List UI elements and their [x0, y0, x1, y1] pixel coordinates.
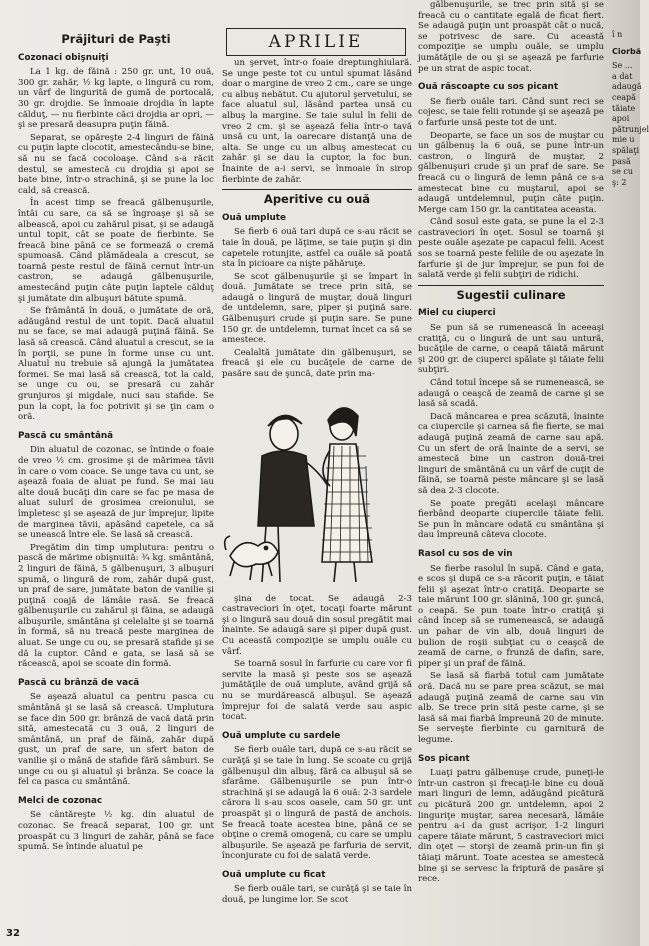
recipe-paragraph: Se poate pregăti acelaşi mâncare fierbând deoparte ciupercile tăiate felii. Se pun în mâncare odată cu smântâna şi dau împreună câteva clocote. [418, 498, 604, 541]
recipe-paragraph: Se pun să se rumenească în aceeaşi cratiţă, cu o lingură de unt sau untură, bucăţile de carne, o ceapă tăiată mărunt şi 200 gr. de ciuperci spălate şi tăiate felii subţiri. [418, 323, 604, 376]
recipe-paragraph: Cealaltă jumătate din gălbenuşuri, se freacă şi ele cu bucăţele de carne de pasăre sau de şuncă, date prin ma- [222, 347, 412, 380]
col2-recipes-top [222, 213, 412, 380]
recipe-title-fragment: Ciorbă [612, 46, 642, 56]
text-fragment: ş: 2 [612, 177, 627, 187]
recipe-paragraph: Luaţi patru gălbenuşe crude, puneţi-le într-un castron şi frecaţi-le bine cu două mari linguri de lemn, adăugând picătură cu picătură 200 gr. untdelemn, apoi 2 linguriţe muştar, sarea necesară, lămâie pentru a-i da gust acrişor, 1-2 linguri capere tăiate mărunt, 5 castraveciori mici din oţet — storşi de zeamă prin-un fin şi tăiaţi mărunt. Toate acestea se amestecă bine şi se servesc la friptură de pasăre şi rece. [418, 768, 604, 885]
recipe-paragraph: Se fierb 6 ouă tari după ce s-au răcit se taie în două, pe lăţime, se taie puţin şi din capetele rotunjite, astfel ca ouăle să poată sta în picioare ca nişte păhăruţe. [222, 227, 412, 270]
recipe-paragraph: Se cântăreşte ½ kg. din aluatul de cozonac. Se freacă separat, 100 gr. unt proaspăt cu 3 linguri de zahăr, până se face spumă. Se întinde aluatul pe [18, 810, 214, 853]
text-fragment: mie u [612, 135, 635, 145]
recipe-paragraph: şina de tocat. Se adaugă 2-3 castraveciori în oţet, tocaţi foarte mărunt şi o lingură sau două din sosul pregătit mai înainte. Se adaugă sare şi piper după gust. Cu această compoziţie se umplu ouăle cu vârf. [222, 593, 412, 657]
couple-illustration [222, 386, 412, 588]
recipe-paragraph: Când sosul este gata, se pune la el 2-3 castraveciori în oţet. Sosul se toarnă şi peste ouăle aşezate pe capacul felii. Acest sos se toarnă peste feliile de ou aşezate în farfurie şi de jur împrejur, se pun foi de salată verde şi felii subţiri de ridichi. [418, 217, 604, 281]
text-fragment: adaugă [612, 82, 642, 92]
recipe-paragraph: În acest timp se freacă gălbenuşurile, întâi cu sare, ca să se îngroaşe şi să se albească, apoi cu zahărul pisat, şi se adaugă untul topit, cât se poate de fierbinte. Se freacă bine până ce se formează o cremă spumoasă. Când plămădeala a crescut, se toarnă peste restul de făină cernut într-un castron, se adaugă gălbenuşurile, amestecând puţin câte puţin laptele călduţ şi jumătate din albuşuri bătute spumă. [18, 198, 214, 304]
text-fragment: pasă [612, 156, 631, 166]
recipe-paragraph: Separat, se opăreşte 2-4 linguri de făină cu puţin lapte clocotit, amestecându-se bine, să nu se facă cocoloaşe. Când s-a răcit destul, se amestecă cu drojdia şi apoi se bate bine, într-o strachină, şi se pune la loc cald, să crească. [18, 132, 214, 196]
col2-continued-text [222, 58, 412, 185]
recipe-paragraph: Se scot gălbenuşurile şi se împart în două. Jumătate se trece prin sită, se adaugă o lingură de muştar, două linguri de untdelemn, sare, piper şi puţină sare. Gălbenuşuri crude şi puţin sare. Se pune 150 gr. de untdelemn, turnat încet ca să se amestece. [222, 271, 412, 346]
recipe-paragraph: Se toarnă sosul în farfurie cu care vor fi servite la masă şi peste sos se aşează jumătăţile de ouă umplute, având grijă să nu se murdărească albuşul. Se aşează împrejur foi de salată verde sau aspic tocat. [222, 659, 412, 723]
recipe-paragraph: Se fierb ouăle tari, după ce s-au răcit se curăţă şi se taie în lung. Se scoate cu grijă gălbenuşul din albuş, fără ca albuşul să se sfarâme. Gălbenuşurile se pun într-o strachină şi se adaugă la 6 ouă: 2-3 sardele cărora li s-au scos oasele, cam 50 gr. unt proaspăt şi o lingură de pastă de anchois. Se freacă toate acestea bine, până ce se obţine o cremă omogenă, cu care se umplu albuşurile. Se aşează pe farfuria de servit, înconjurate cu foi de salată verde. [222, 745, 412, 862]
section-title-culinary-suggestions: Sugestii culinare [456, 287, 566, 302]
column-3 [418, 0, 604, 940]
text-fragment: se cu [612, 167, 634, 177]
recipe-paragraph: Se fierbe rasolul în supă. Când e gata, e scos şi după ce s-a răcorit puţin, e tăiat felii şi aşezat într-o cratiţă. Deoparte se taie mărunt 100 gr. slănină, 100 gr. şuncă, o ceapă. Se pun toate într-o cratiţă şi când încep să se rumenească, se adaugă un pahar de vin alb, două linguri de bulion de roşii subţiat cu o ceaşcă de zeamă de carne, o frunză de dafin, sare, piper şi un praf de făină. [418, 563, 604, 669]
col1-recipes [18, 53, 214, 853]
recipe-title: Pască cu brânză de vacă [18, 677, 140, 688]
text-fragment: î n [612, 30, 623, 39]
col3-recipes-top [418, 0, 604, 281]
recipe-paragraph: Se lasă să fiarbă totul cam jumătate oră. Dacă nu se pare prea scăzut, se mai adaugă puţină zeamă de carne sau vin alb. Se trece prin sită peste carne, şi se lasă să mai fiarbă împreună 20 de minute. Se serveşte fierbinte cu garnitură de legume. [418, 671, 604, 745]
recipe-paragraph: Deoparte, se face un sos de muştar cu un gălbenuş la 6 ouă, se pune într-un castron, o lingură de muştar, 2 gălbenuşuri crude şi un praf de sare. Se freacă cu o lingură de lemn până ce s-a amestecat bine cu muştarul, apoi se adaugă untdelemnul, puţin câte puţin. Merge cam 150 gr. la cantitatea aceasta. [418, 130, 604, 215]
recipe-title: Ouă umplute cu ficat [222, 869, 326, 880]
text-fragment: apoi [612, 114, 630, 124]
text-fragment: ceapă [612, 92, 636, 102]
recipe-paragraph: Se fierb ouăle tari, se curăţă şi se taie în două, pe lungime lor. Se scot [222, 884, 412, 906]
recipe-title: Ouă umplute [222, 212, 286, 223]
recipe-paragraph: Când totul începe să se rumenească, se adaugă o ceaşcă de zeamă de carne şi se lasă să scadă. [418, 378, 604, 410]
text-fragment: pătrunjel [612, 124, 649, 134]
recipe-paragraph: Dacă mâncarea e prea scăzută, înainte ca ciupercile şi carnea să fie fierte, se mai adaugă puţină zeamă de carne sau apă. Cu un sfert de oră înainte de a servi, se amestecă bine un castron două-trei linguri de smântână cu un vârf de cuţit de făină, se toarnă peste mâncare şi se lasă să dea 2-3 clocote. [418, 411, 604, 496]
recipe-paragraph: Se aşează aluatul ca pentru pasca cu smântână şi se lasă să crească. Umplutura se face din 500 gr. brânză de vacă dată prin sită, amestecată cu 3 ouă, 2 linguri de smântână, un praf de făină, zahăr după gust, un praf de sare, un sfert baton de vanilie şi o mână de stafide fără sâmburi. Se unge cu ou şi aluatul şi brânza. Se coace la fel ca pasca cu smântână. [18, 692, 214, 788]
col2-recipes-bottom [222, 594, 412, 906]
col3-recipes-bottom [418, 308, 604, 884]
column-1 [18, 30, 214, 930]
recipe-title: Ouă răscoapte cu sos picant [418, 82, 559, 93]
recipe-title: Sos picant [418, 753, 470, 764]
recipe-title: Pască cu smântână [18, 430, 114, 441]
text-fragment: a dat [612, 71, 633, 81]
recipe-title: Ouă umplute cu sardele [222, 730, 341, 741]
month-header: APRILIE [226, 28, 406, 56]
text-fragment: spălaţi [612, 145, 640, 155]
continued-paragraph: un şervet, într-o foaie dreptunghiulară. Se unge peste tot cu untul spumat lăsând doar o margine de vreo 2 cm., care se unge cu albuş nebătut. Cu ajutorul şervetului, se face aluatul sul, lăsând partea unsă cu albuş la margine. Se taie sulul în felii de vreo 2 cm. şi se aşează felia într-o tavă unsă cu unt, la oarecare distanţă una de alta. Se unge cu un albuş amestecat cu zahăr şi se dau la cuptor, la foc bun. Înainte de a-i servi, se înmoaie în sirop fierbinte de zahăr. [222, 58, 412, 185]
recipe-title: Cozonaci obişnuiţi [18, 52, 109, 63]
recipe-paragraph: gălbenuşurile, se trec prin sită şi se freacă cu o cantitate egală de ficat fiert. Se adaugă puţin unt proaspăt cât o nucă, se potrivesc de sare. Cu această compoziţie se umplu ouăle, se umplu jumătăţile de ou şi se aşează pe farfurie pe un strat de aspic tocat. [418, 0, 604, 74]
recipe-paragraph: Se frământă în două, o jumătate de oră, adăugând restul de unt topit. Dacă aluatul nu se face, se mai adaugă puţină făină. Se lasă să crească. Când aluatul a crescut, se ia în porţii, se pune în forme unse cu unt. Aluatul nu trebuie să ajungă la jumătatea formei. Se mai lasă să crească, tot la cald, se unge cu ou, se presară cu zahăr grunjuros şi migdale, nuci sau stafide. Se pun la copt, la foc potrivit şi se ţin cam o oră. [18, 306, 214, 423]
text-fragment: tăiate [612, 103, 636, 113]
recipe-title: Rasol cu sos de vin [418, 548, 513, 559]
recipe-title: Melci de cozonac [18, 795, 103, 806]
recipe-title: Miel cu ciuperci [418, 308, 496, 319]
section-title-egg-appetizers: Aperitive cu ouă [263, 192, 371, 207]
recipe-paragraph: Se fierb ouăle tari. Când sunt reci se cojesc, se taie felii rotunde şi se aşează pe o farfurie unsă peste tot de unt. [418, 96, 604, 128]
recipe-paragraph: Pregătim din timp umplutura: pentru o pască de mărime obişnuită: ¾ kg. smântână, 2 linguri de făină, 5 gălbenuşuri, 3 albuşuri spumă, o lingură de rom, zahăr după gust, un praf de sare, jumătate baton de vanilie şi puţină coajă de lămâie rasă. Se freacă gălbenuşurile cu zahărul şi făina, se adaugă albuşurile, smântâna şi celelalte şi se toarnă în formă, să nu treacă peste marginea de aluat. Se unge cu ou, se presară stafide şi se dă la cuptor. Când e gata, se lasă să se răcească, apoi se scoate din formă. [18, 542, 214, 670]
text-fragment: Se ... [612, 61, 633, 71]
section-title-easter-pastries: Prăjituri de Paşti [61, 32, 171, 46]
page-number: 32 [6, 928, 20, 939]
recipe-paragraph: Din aluatul de cozonac, se întinde o foaie de vreo ½ cm. grosime şi de mărimea tăvii în care o vom coace. Se unge tava cu unt, se aşează foaia de aluat pe fund. Se mai iau alte două bucăţi din care se fac pe masa de aluat sulurî de grosimea creionului, se împletesc şi se aşează de jur împrejur, lipite de marginea tăvii, apăsând capetele, ca să se unească între ele. Se lasă să crească. [18, 445, 214, 541]
recipe-paragraph: La 1 kg. de făină : 250 gr. unt, 10 ouă, 300 gr. zahăr, ½ kg lapte, o lingură cu rom, un vârf de lingurită de gumă de portocală, 30 gr. drojdie. Se înmoaie drojdia în lapte călduţ, — nu fierbinte căci drojdia ar opri, — şi se presară deasupra puţin făină. [18, 67, 214, 131]
column-2 [222, 24, 412, 930]
column-4-fragment [612, 30, 649, 250]
